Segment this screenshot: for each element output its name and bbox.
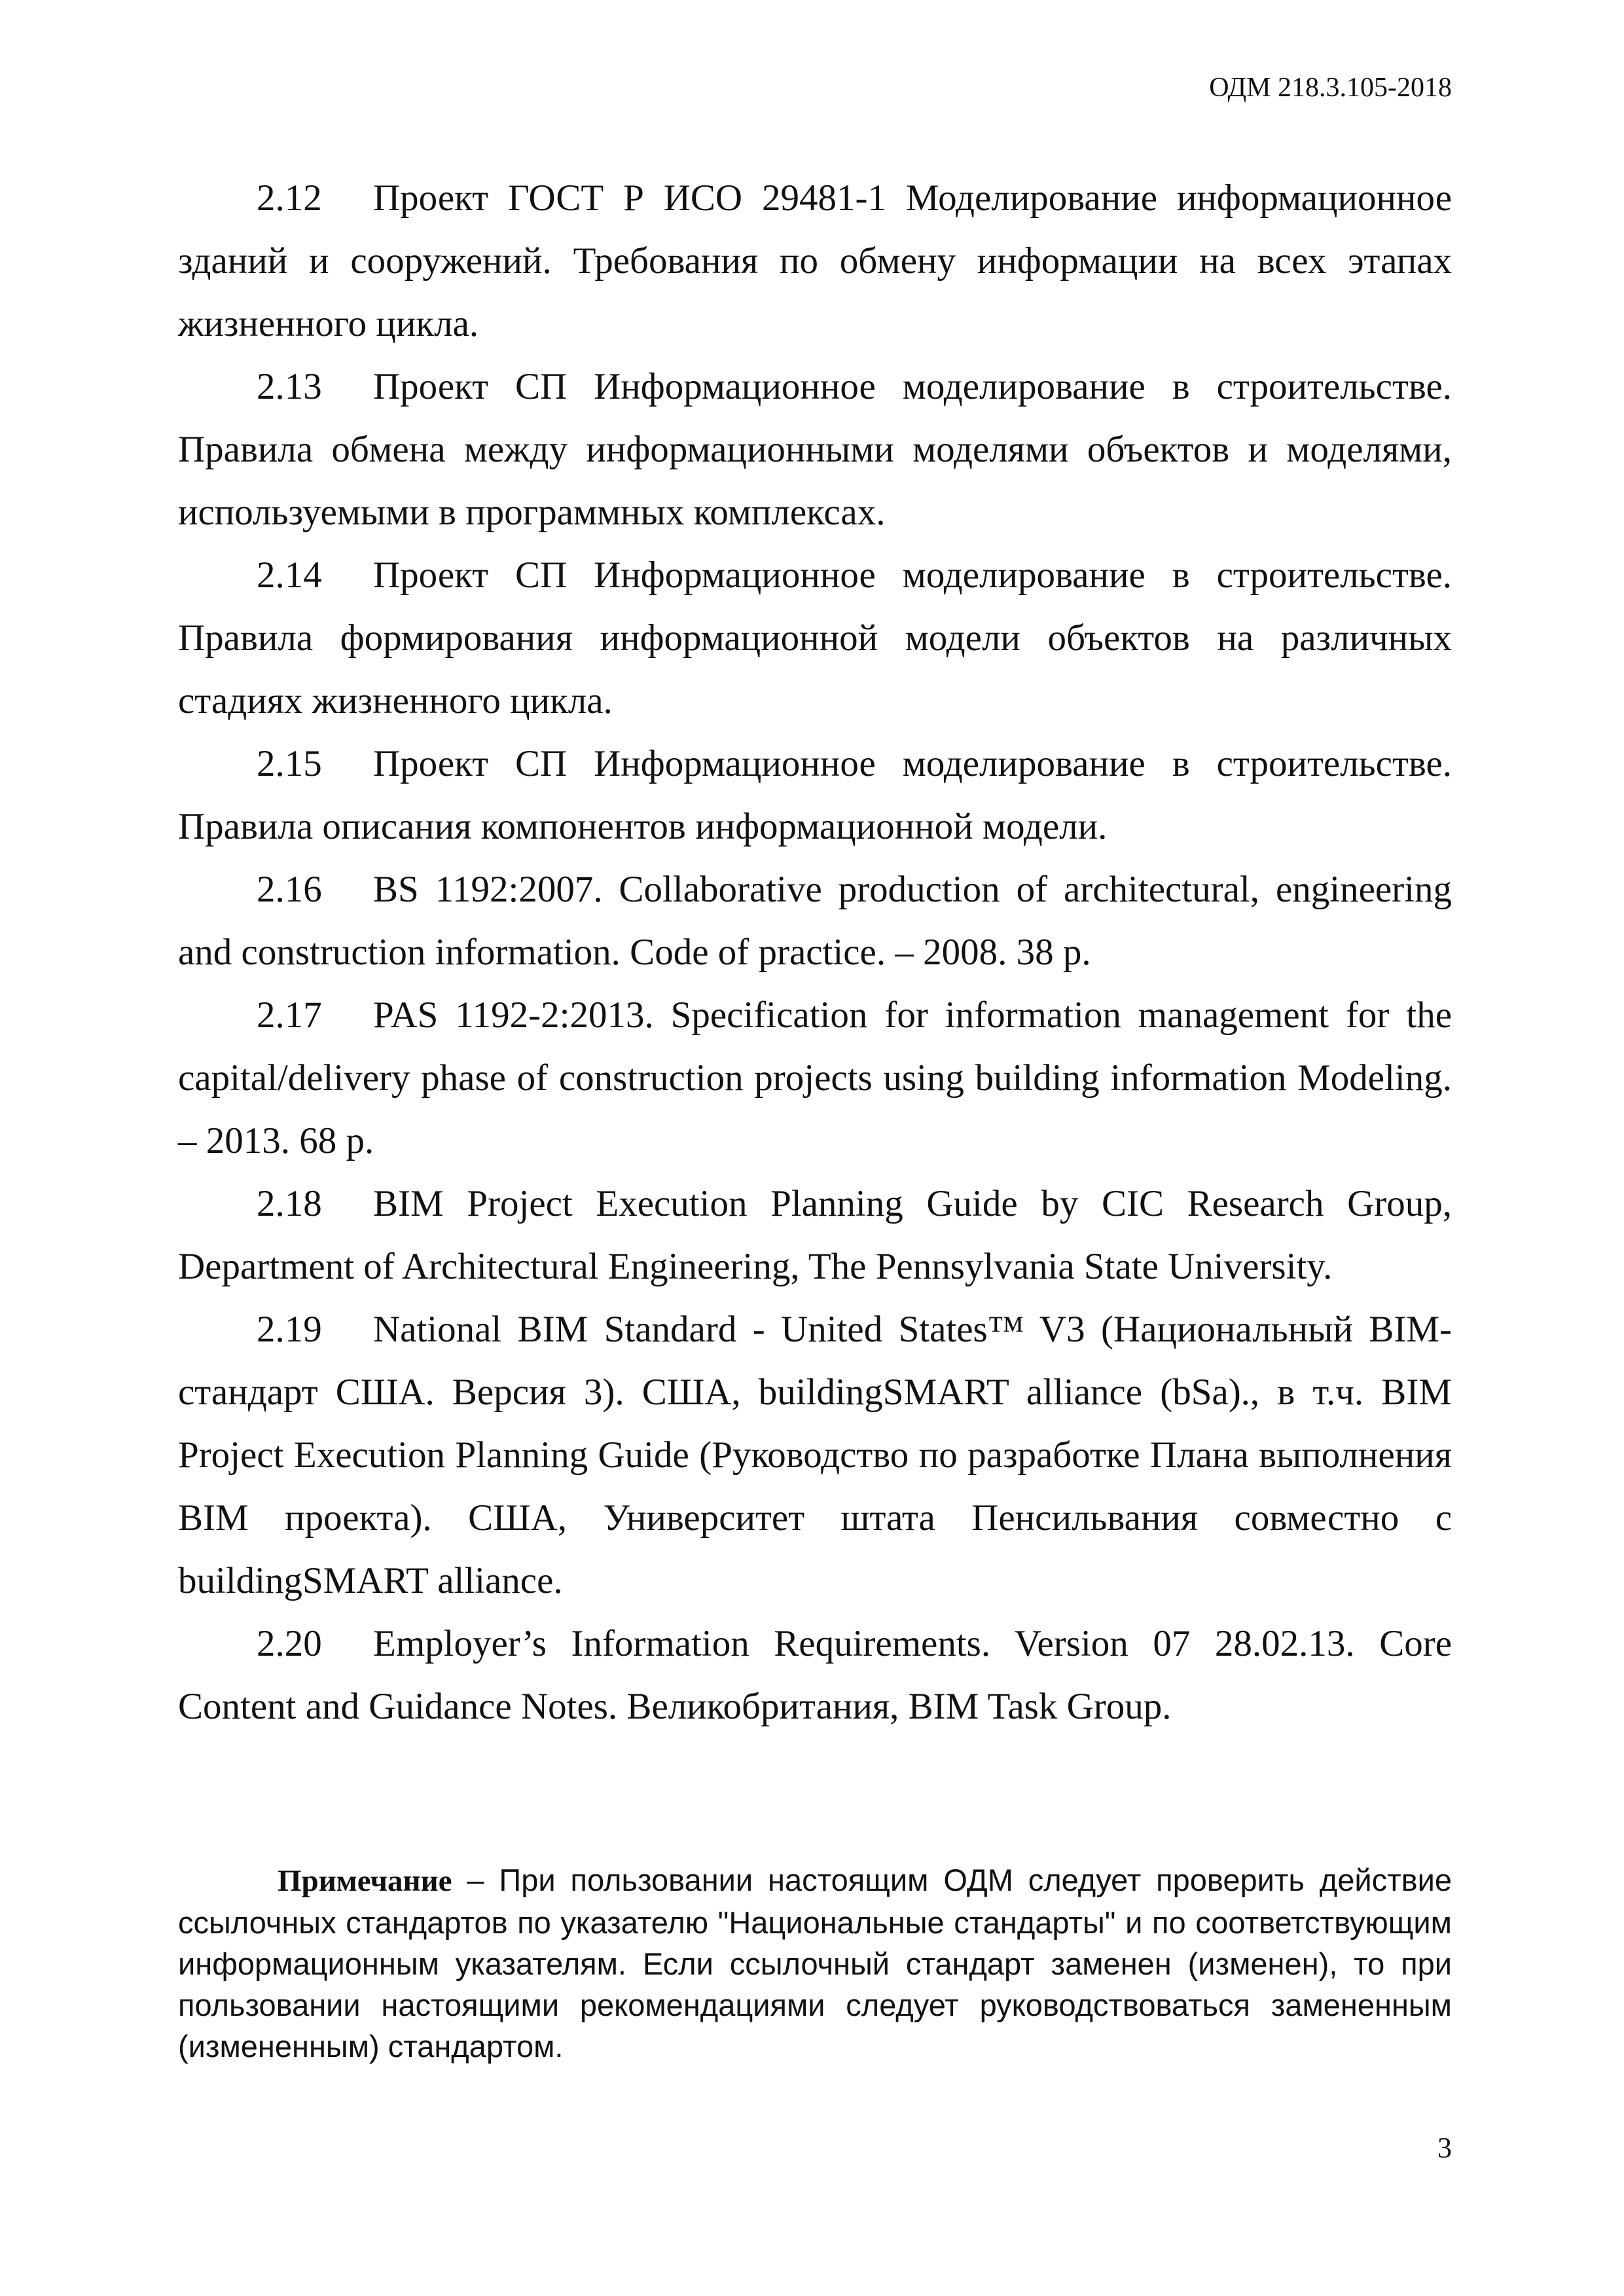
reference-number: 2.13: [257, 366, 322, 407]
references-list: [178, 167, 1452, 1738]
reference-text: Проект СП Информационное моделирование в строительстве. Правила обмена между информационными моделями объектов и моделями, используемыми в программных комплексах.: [178, 366, 1452, 533]
reference-text: Employer’s Information Requirements. Version 07 28.02.13. Core Content and Guidance Notes. Великобритания, BIM Task Group.: [178, 1623, 1452, 1727]
reference-text: Проект СП Информационное моделирование в строительстве. Правила описания компонентов информационной модели.: [178, 743, 1452, 847]
reference-item: [178, 1298, 1452, 1613]
reference-number: 2.12: [257, 177, 322, 219]
reference-text: Проект СП Информационное моделирование в строительстве. Правила формирования информационной модели объектов на различных стадиях жизненного цикла.: [178, 555, 1452, 721]
reference-number: 2.17: [257, 994, 322, 1036]
document-code: ОДМ 218.3.105-2018: [1209, 73, 1452, 103]
reference-item: [178, 984, 1452, 1173]
reference-item: [178, 733, 1452, 858]
reference-item: [178, 858, 1452, 984]
reference-number: 2.19: [257, 1309, 322, 1350]
reference-number: 2.18: [257, 1183, 322, 1224]
page-number: 3: [1437, 2132, 1452, 2164]
reference-text: BIM Project Execution Planning Guide by CIC Research Group, Department of Architectural Engineering, The Pennsylvania State University.: [178, 1183, 1452, 1287]
note-text: – При пользовании настоящим ОДМ следует проверить действие ссылочных стандартов по указателю "Национальные стандарты" и по соответствующим информационным указателям. Если ссылочный стандарт заменен (изменен), то при пользовании настоящими рекомендациями следует руководствоваться замененным (измененным) стандартом.: [178, 1863, 1452, 2064]
reference-number: 2.20: [257, 1623, 322, 1664]
reference-item: [178, 1613, 1452, 1738]
reference-text: PAS 1192-2:2013. Specification for information management for the capital/delivery phase of construction projects using building information Modeling. – 2013. 68 p.: [178, 994, 1452, 1161]
reference-text: Проект ГОСТ Р ИСО 29481-1 Моделирование информационное зданий и сооружений. Требования по обмену информации на всех этапах жизненного цикла.: [178, 177, 1452, 344]
note-block: [178, 1859, 1452, 2067]
reference-number: 2.14: [257, 555, 322, 596]
note-label: Примечание: [278, 1864, 452, 1898]
reference-text: National BIM Standard - United States™ V3 (Национальный BIM-стандарт США. Версия 3). США, buildingSMART alliance (bSa)., в т.ч. BIM Project Execution Planning Guide (Руководство по разработке Плана выполнения BIM проекта). США, Университет штата Пенсильвания совместно с buildingSMART alliance.: [178, 1309, 1452, 1601]
reference-item: [178, 355, 1452, 544]
reference-item: [178, 544, 1452, 733]
reference-text: BS 1192:2007. Collaborative production of architectural, engineering and construction information. Code of practice. – 2008. 38 p.: [178, 869, 1452, 973]
reference-item: [178, 167, 1452, 355]
reference-number: 2.15: [257, 743, 322, 784]
reference-number: 2.16: [257, 869, 322, 910]
reference-item: [178, 1173, 1452, 1298]
